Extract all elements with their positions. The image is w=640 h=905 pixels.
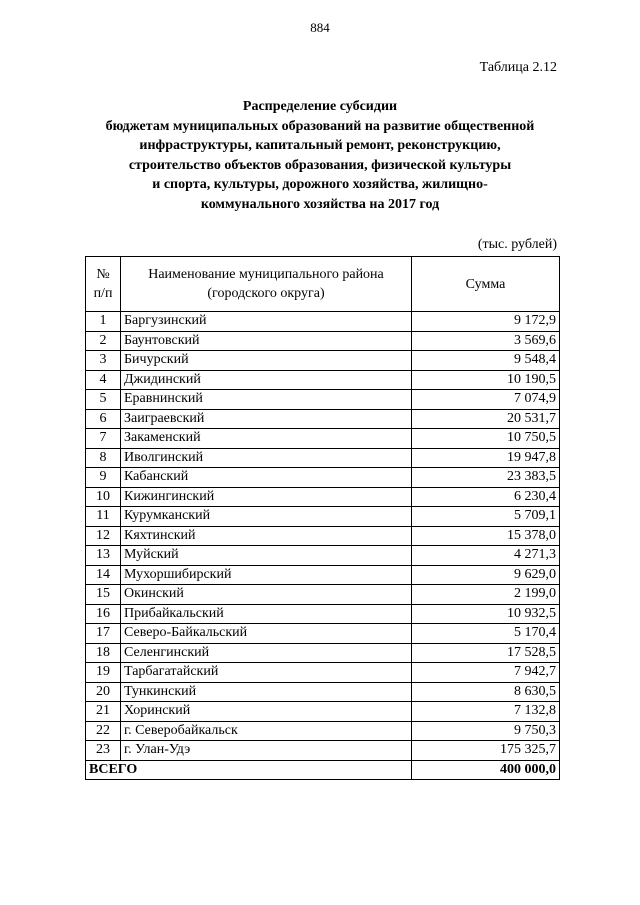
row-number: 19 bbox=[86, 663, 121, 683]
table-row bbox=[86, 663, 560, 683]
row-name: Кабанский bbox=[121, 468, 412, 488]
row-number: 4 bbox=[86, 370, 121, 390]
units-label: (тыс. рублей) bbox=[477, 237, 557, 252]
row-sum: 10 190,5 bbox=[412, 370, 560, 390]
title-line: инфраструктуры, капитальный ремонт, реконструкцию, bbox=[139, 138, 501, 154]
row-sum: 2 199,0 bbox=[412, 585, 560, 605]
row-sum: 10 750,5 bbox=[412, 429, 560, 449]
subsidy-table bbox=[85, 256, 560, 780]
row-name: Мухоршибирский bbox=[121, 565, 412, 585]
header-name-line1: Наименование муниципального района bbox=[148, 267, 384, 282]
row-name: Курумканский bbox=[121, 507, 412, 527]
table-row bbox=[86, 526, 560, 546]
title-line: бюджетам муниципальных образований на развитие общественной bbox=[105, 118, 535, 134]
row-number: 20 bbox=[86, 682, 121, 702]
table-row bbox=[86, 565, 560, 585]
row-name: Баунтовский bbox=[121, 331, 412, 351]
table-row bbox=[86, 721, 560, 741]
header-name-line2: (городского округа) bbox=[207, 286, 325, 301]
table-row bbox=[86, 507, 560, 527]
row-number: 16 bbox=[86, 604, 121, 624]
row-name: Северо-Байкальский bbox=[121, 624, 412, 644]
row-number: 5 bbox=[86, 390, 121, 410]
row-sum: 7 942,7 bbox=[412, 663, 560, 683]
row-number: 1 bbox=[86, 312, 121, 332]
row-name: Баргузинский bbox=[121, 312, 412, 332]
row-number: 22 bbox=[86, 721, 121, 741]
row-number: 14 bbox=[86, 565, 121, 585]
title-line: коммунального хозяйства на 2017 год bbox=[200, 196, 440, 212]
row-name: Кяхтинский bbox=[121, 526, 412, 546]
header-number-line1: № bbox=[96, 267, 110, 282]
table-row bbox=[86, 604, 560, 624]
row-sum: 9 629,0 bbox=[412, 565, 560, 585]
table-row bbox=[86, 741, 560, 761]
table-row bbox=[86, 585, 560, 605]
row-name: Еравнинский bbox=[121, 390, 412, 410]
header-name bbox=[121, 257, 412, 312]
row-number: 12 bbox=[86, 526, 121, 546]
row-number: 11 bbox=[86, 507, 121, 527]
row-name: Иволгинский bbox=[121, 448, 412, 468]
row-sum: 5 170,4 bbox=[412, 624, 560, 644]
header-sum: Сумма bbox=[412, 257, 560, 312]
total-label: ВСЕГО bbox=[86, 760, 412, 780]
row-number: 3 bbox=[86, 351, 121, 371]
row-name: Бичурский bbox=[121, 351, 412, 371]
total-sum: 400 000,0 bbox=[412, 760, 560, 780]
row-name: Муйский bbox=[121, 546, 412, 566]
row-number: 9 bbox=[86, 468, 121, 488]
row-sum: 7 074,9 bbox=[412, 390, 560, 410]
row-name: Заиграевский bbox=[121, 409, 412, 429]
table-row bbox=[86, 448, 560, 468]
total-row bbox=[86, 760, 560, 780]
row-number: 8 bbox=[86, 448, 121, 468]
row-sum: 6 230,4 bbox=[412, 487, 560, 507]
table-row bbox=[86, 546, 560, 566]
table-row bbox=[86, 487, 560, 507]
row-number: 6 bbox=[86, 409, 121, 429]
row-name: Тункинский bbox=[121, 682, 412, 702]
title-line: Распределение субсидии bbox=[242, 99, 398, 114]
row-name: Селенгинский bbox=[121, 643, 412, 663]
table-row bbox=[86, 429, 560, 449]
table-row bbox=[86, 702, 560, 722]
row-sum: 9 172,9 bbox=[412, 312, 560, 332]
row-number: 21 bbox=[86, 702, 121, 722]
table-row bbox=[86, 390, 560, 410]
row-name: Тарбагатайский bbox=[121, 663, 412, 683]
page-number: 884 bbox=[310, 20, 330, 35]
table-row bbox=[86, 643, 560, 663]
row-name: Джидинский bbox=[121, 370, 412, 390]
row-sum: 9 548,4 bbox=[412, 351, 560, 371]
row-sum: 7 132,8 bbox=[412, 702, 560, 722]
row-number: 10 bbox=[86, 487, 121, 507]
table-row bbox=[86, 409, 560, 429]
title-line: и спорта, культуры, дорожного хозяйства, жилищно- bbox=[152, 177, 488, 193]
row-number: 15 bbox=[86, 585, 121, 605]
row-name: Прибайкальский bbox=[121, 604, 412, 624]
table-body bbox=[86, 312, 560, 780]
row-sum: 20 531,7 bbox=[412, 409, 560, 429]
row-name: Окинский bbox=[121, 585, 412, 605]
row-sum: 3 569,6 bbox=[412, 331, 560, 351]
table-label: Таблица 2.12 bbox=[479, 60, 557, 75]
row-sum: 10 932,5 bbox=[412, 604, 560, 624]
row-sum: 23 383,5 bbox=[412, 468, 560, 488]
header-number bbox=[86, 257, 121, 312]
row-name: Закаменский bbox=[121, 429, 412, 449]
row-number: 2 bbox=[86, 331, 121, 351]
table-row bbox=[86, 468, 560, 488]
title-line: строительство объектов образования, физической культуры bbox=[128, 157, 512, 173]
row-sum: 9 750,3 bbox=[412, 721, 560, 741]
row-sum: 5 709,1 bbox=[412, 507, 560, 527]
row-number: 18 bbox=[86, 643, 121, 663]
row-number: 7 bbox=[86, 429, 121, 449]
row-sum: 8 630,5 bbox=[412, 682, 560, 702]
table-row bbox=[86, 370, 560, 390]
row-name: г. Улан-Удэ bbox=[121, 741, 412, 761]
row-number: 17 bbox=[86, 624, 121, 644]
table-row bbox=[86, 682, 560, 702]
row-sum: 15 378,0 bbox=[412, 526, 560, 546]
row-sum: 19 947,8 bbox=[412, 448, 560, 468]
row-name: г. Северобайкальск bbox=[121, 721, 412, 741]
row-sum: 175 325,7 bbox=[412, 741, 560, 761]
table-row bbox=[86, 351, 560, 371]
row-number: 13 bbox=[86, 546, 121, 566]
table-row bbox=[86, 312, 560, 332]
table-header-row bbox=[86, 257, 560, 312]
row-number: 23 bbox=[86, 741, 121, 761]
document-title bbox=[60, 97, 580, 215]
row-sum: 17 528,5 bbox=[412, 643, 560, 663]
row-name: Хоринский bbox=[121, 702, 412, 722]
header-number-line2: п/п bbox=[93, 286, 113, 301]
table-row bbox=[86, 624, 560, 644]
table-row bbox=[86, 331, 560, 351]
row-name: Кижингинский bbox=[121, 487, 412, 507]
row-sum: 4 271,3 bbox=[412, 546, 560, 566]
